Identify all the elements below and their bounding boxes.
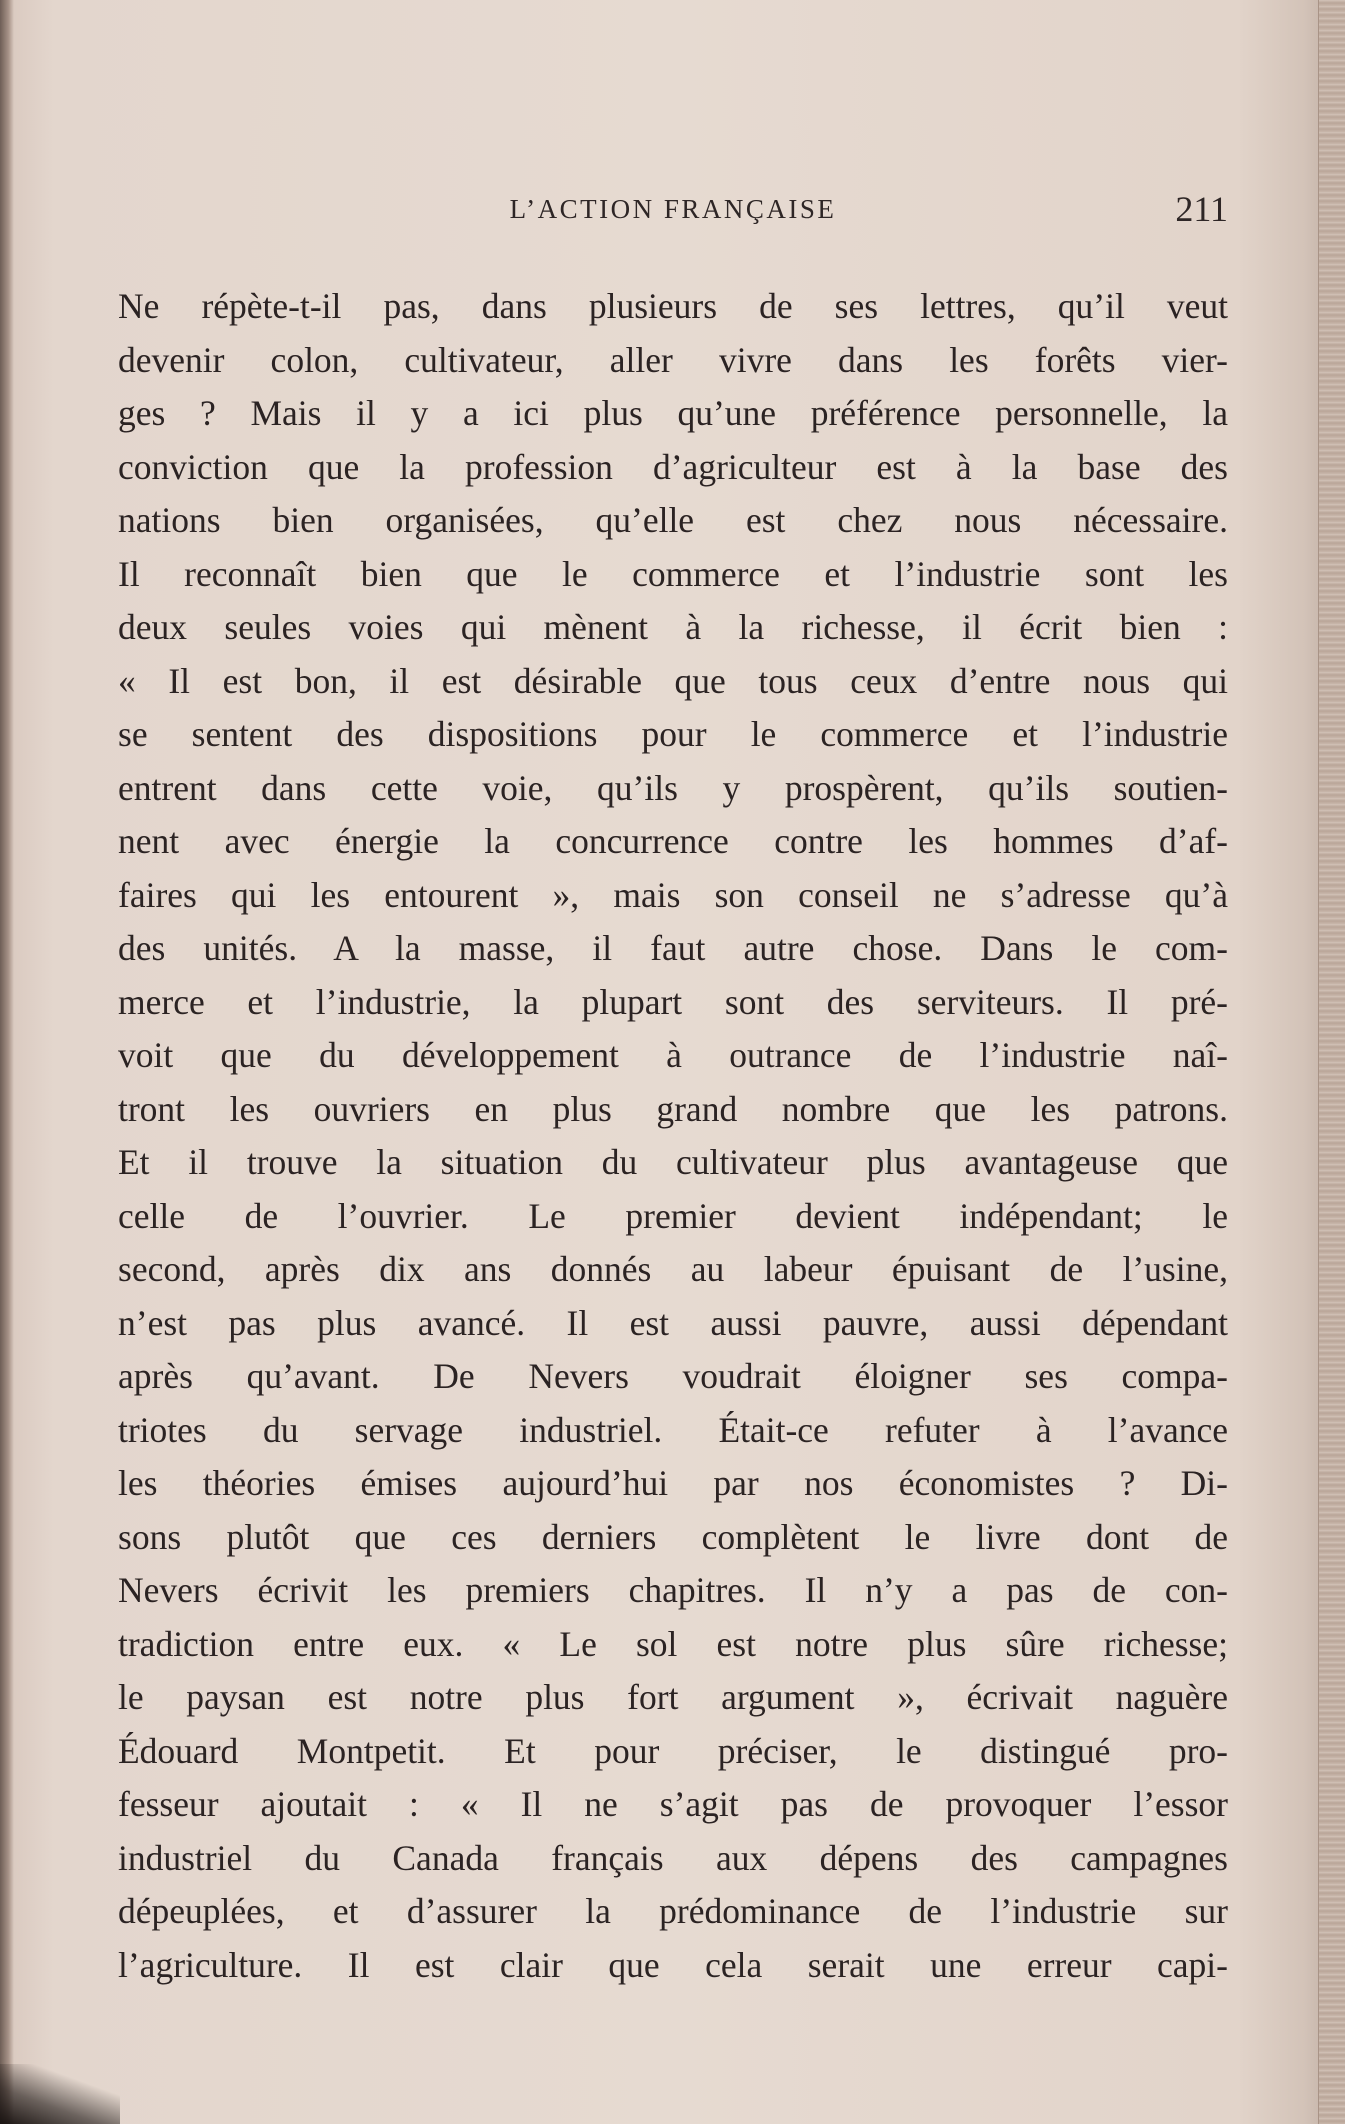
text-line: ges ? Mais il y a ici plus qu’une préférence personnelle, la <box>118 393 1228 433</box>
text-line: Ne répète-t-il pas, dans plusieurs de ses lettres, qu’il veut <box>118 286 1228 326</box>
text-line: nations bien organisées, qu’elle est chez nous nécessaire. <box>118 500 1228 540</box>
text-line: n’est pas plus avancé. Il est aussi pauvre, aussi dépendant <box>118 1302 1228 1343</box>
text-line: Il reconnaît bien que le commerce et l’industrie sont les <box>118 553 1228 594</box>
page-edges <box>1318 0 1345 2124</box>
text-line: voit que du développement à outrance de l’industrie naî- <box>118 1035 1228 1075</box>
text-line: l’agriculture. Il est clair que cela serait une erreur capi- <box>118 1944 1228 1985</box>
text-line: le paysan est notre plus fort argument », écrivait naguère <box>118 1677 1228 1717</box>
corner-shadow <box>0 2064 120 2124</box>
text-line: Nevers écrivit les premiers chapitres. Il n’y a pas de con- <box>118 1570 1228 1610</box>
text-line: fesseur ajoutait : « Il ne s’agit pas de provoquer l’essor <box>118 1784 1228 1824</box>
running-head: L’ACTION FRANÇAISE <box>509 194 837 224</box>
text-line: après qu’avant. De Nevers voudrait éloigner ses compa- <box>118 1356 1228 1396</box>
body-text <box>118 280 1228 1992</box>
text-line: dépeuplées, et d’assurer la prédominance de l’industrie sur <box>118 1891 1228 1931</box>
text-line: conviction que la profession d’agriculteur est à la base des <box>118 446 1228 487</box>
text-line: merce et l’industrie, la plupart sont des serviteurs. Il pré- <box>118 981 1228 1022</box>
text-line: Édouard Montpetit. Et pour préciser, le distingué pro- <box>118 1730 1228 1771</box>
text-line: industriel du Canada français aux dépens des campagnes <box>118 1837 1228 1878</box>
text-line: des unités. A la masse, il faut autre chose. Dans le com- <box>118 928 1228 968</box>
page-header <box>118 188 1228 230</box>
text-line: celle de l’ouvrier. Le premier devient indépendant; le <box>118 1195 1228 1236</box>
text-line: les théories émises aujourd’hui par nos économistes ? Di- <box>118 1463 1228 1503</box>
text-line: nent avec énergie la concurrence contre les hommes d’af- <box>118 821 1228 861</box>
text-line: tradiction entre eux. « Le sol est notre plus sûre richesse; <box>118 1623 1228 1664</box>
text-line: triotes du servage industriel. Était-ce refuter à l’avance <box>118 1409 1228 1450</box>
text-line: devenir colon, cultivateur, aller vivre dans les forêts vier- <box>118 339 1228 380</box>
text-line: faires qui les entourent », mais son conseil ne s’adresse qu’à <box>118 874 1228 915</box>
page-number: 211 <box>1175 189 1228 229</box>
book-gutter <box>0 0 14 2124</box>
text-line: second, après dix ans donnés au labeur épuisant de l’usine, <box>118 1249 1228 1289</box>
text-line: deux seules voies qui mènent à la richesse, il écrit bien : <box>118 607 1228 647</box>
text-line: entrent dans cette voie, qu’ils y prospèrent, qu’ils soutien- <box>118 767 1228 808</box>
text-line: tront les ouvriers en plus grand nombre que les patrons. <box>118 1088 1228 1129</box>
text-line: sons plutôt que ces derniers complètent le livre dont de <box>118 1516 1228 1557</box>
text-line: « Il est bon, il est désirable que tous ceux d’entre nous qui <box>118 660 1228 701</box>
text-line: se sentent des dispositions pour le commerce et l’industrie <box>118 714 1228 754</box>
text-line: Et il trouve la situation du cultivateur plus avantageuse que <box>118 1142 1228 1182</box>
